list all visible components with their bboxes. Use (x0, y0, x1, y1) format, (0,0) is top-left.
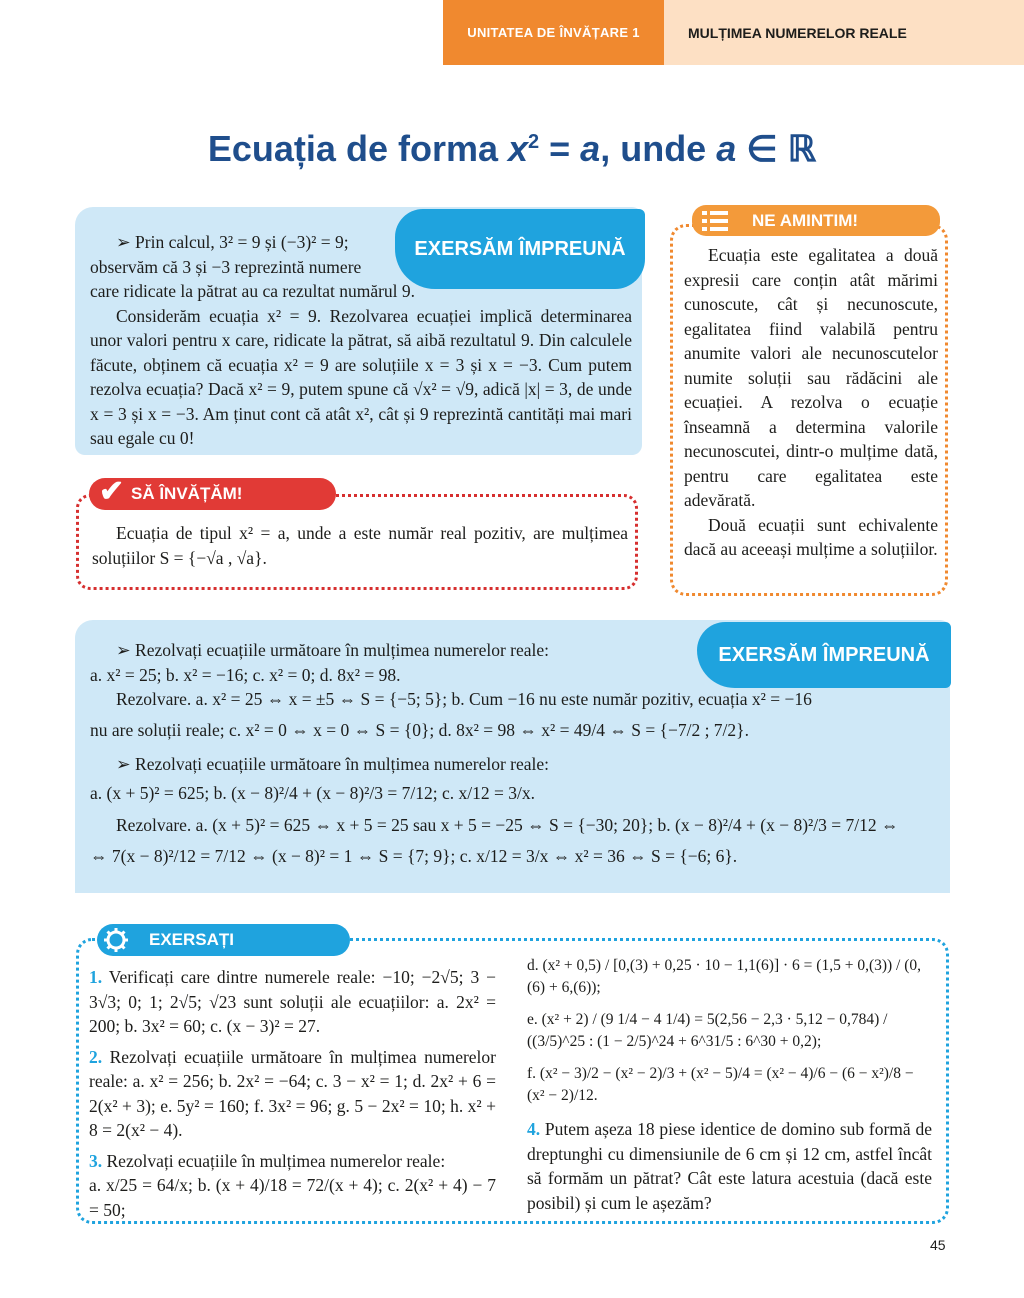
exersati-left (89, 965, 496, 1222)
exercise-3e: e. (x² + 2) / (9 1/4 − 4 1/4) = 5(2,56 − 2,3 · 5,12 − 0,784) / ((3/5)^25 : (1 − 2/5)^24 + 6^31/5 : 6^30 + 0,2); (527, 1011, 888, 1050)
list-icon (702, 211, 728, 231)
sa-invatam-text: Ecuația de tipul x² = a, unde a este număr real pozitiv, are mulțimea soluțiilor S = {−√a , √a}. (92, 523, 628, 568)
exersam-text-1: ➢ Prin calcul, 3² = 9 și (−3)² = 9; observăm că 3 și −3 reprezintă numere care ridicate la pătrat au ca rezultat numărul 9. Considerăm ecuația x² = 9. Rezolvarea ecuației implică determinarea unor valori pentru x care, ridicate la pătrat, să aibă rezultatul 9. Din calculele făcute, obținem că ecuația x² = 9 are soluțiile x = 3 și x = −3. Cum putem rezolva ecuația? Dacă x² = 9, putem spune că √x² = √9, adică |x| = 3, de unde x = 3 și x = −3. Am ținut cont că atât x², cât și 9 reprezintă cantități mai mari sau egale cu 0! (90, 232, 632, 448)
exercise-3f: f. (x² − 3)/2 − (x² − 2)/3 + (x² − 5)/4 = (x² − 4)/6 − (6 − x²)/8 − (x² − 2)/12. (527, 1065, 914, 1104)
exersam-tab-1: EXERSĂM ÎMPREUNĂ (395, 209, 645, 289)
chapter-label: MULȚIMEA NUMERELOR REALE (664, 0, 1024, 65)
exersati-right (527, 955, 932, 1215)
ne-amintim-text: Ecuația este egalitatea a două expresii care conțin atât mărimi cunoscute, cât și necunoscute, egalitatea fiind valabilă pentru anumite valori ale necunoscutelor numite soluții sau rădăcini ale ecuației. A rezolva o ecuație înseamnă a determina valorile necunoscutei, dintr-o mulțime dată, pentru care egalitatea este adevărată. Două ecuații sunt echivalente dacă au aceeași mulțime a soluțiilor. (684, 245, 938, 559)
check-icon: ✔ (99, 475, 125, 508)
sa-invatam-tab: ✔ SĂ ÎNVĂȚĂM! (89, 478, 336, 510)
exercise-3-items: a. x/25 = 64/x; b. (x + 4)/18 = 72/(x + 4); c. 2(x² + 4) − 7 = 50; (89, 1175, 496, 1220)
exersam-text-2: ➢ Rezolvați ecuațiile următoare în mulțimea numerelor reale: a. x² = 25; b. x² = −16; c. x² = 0; d. 8x² = 98. Rezolvare. a. x² = 25 ⇔ x = ±5 ⇔ S = {−5; 5}; b. Cum −16 nu este număr pozitiv, ecuația x² = −16 nu are soluții reale; c. x² = 0 ⇔ x = 0 ⇔ S = {0}; d. 8x² = 98 ⇔ x² = 49/4 ⇔ S = {−7/2 ; 7/2}. ➢ Rezolvați ecuațiile următoare în mulțimea numerelor reale: a. (x + 5)² = 625; b. (x − 8)²/4 + (x − 8)²/3 = 7/12; c. x/12 = 3/x. Rezolvare. a. (x + 5)² = 625 ⇔ x + 5 = 25 sau x + 5 = −25 ⇔ S = {−30; 20}; b. (x − 8)²/4 + (x − 8)²/3 = 7/12 ⇔ ⇔ 7(x − 8)²/12 = 7/12 ⇔ (x − 8)² = 1 ⇔ S = {7; 9}; c. x/12 = 3/x ⇔ x² = 36 ⇔ S = {−6; 6}. (90, 640, 899, 866)
page-number: 45 (930, 1237, 946, 1253)
exercise-4: 4. Putem așeza 18 piese identice de domino sub formă de dreptunghi cu dimensiunile de 6 cm și 12 cm, astfel încât să formăm un pătrat? Cât este latura acestuia (dacă este posibil) și cum le așezăm? (527, 1119, 932, 1213)
ne-amintim-tab: NE AMINTIM! (692, 205, 940, 236)
exercise-1: 1. Verificați care dintre numerele reale: −10; −2√5; 3 − 3√3; 0; 1; 2√5; √23 sunt soluții ale ecuațiilor: a. 2x² = 200; b. 3x² = 60; c. (x − 3)² = 27. (89, 967, 497, 1036)
exercise-2: 2. Rezolvați ecuațiile următoare în mulțimea numerelor reale: a. x² = 256; b. 2x² = −64; c. 3 − x² = 1; d. 2x² + 6 = 2(x² + 3); e. 5y² = 160; f. 3x² = 96; g. 5 − 2x² = 10; h. x² + 8 = 2(x² − 4). (89, 1046, 496, 1140)
exercise-3d: d. (x² + 0,5) / [0,(3) + 0,25 · 10 − 1,1(6)] · 6 = (1,5 + 0,(3)) / (0,(6) + 6,(6)); (527, 957, 922, 996)
exersam-tab-2: EXERSĂM ÎMPREUNĂ (697, 622, 951, 688)
gear-icon (104, 928, 128, 952)
exercise-3: 3. Rezolvați ecuațiile în mulțimea numerelor reale: (89, 1150, 446, 1171)
unit-label: UNITATEA DE ÎNVĂȚARE 1 (443, 0, 664, 65)
exersati-tab: EXERSAȚI (97, 924, 350, 956)
page-title: Ecuația de forma $x^2 = a$, unde a ∈ ℝ (207, 128, 817, 169)
